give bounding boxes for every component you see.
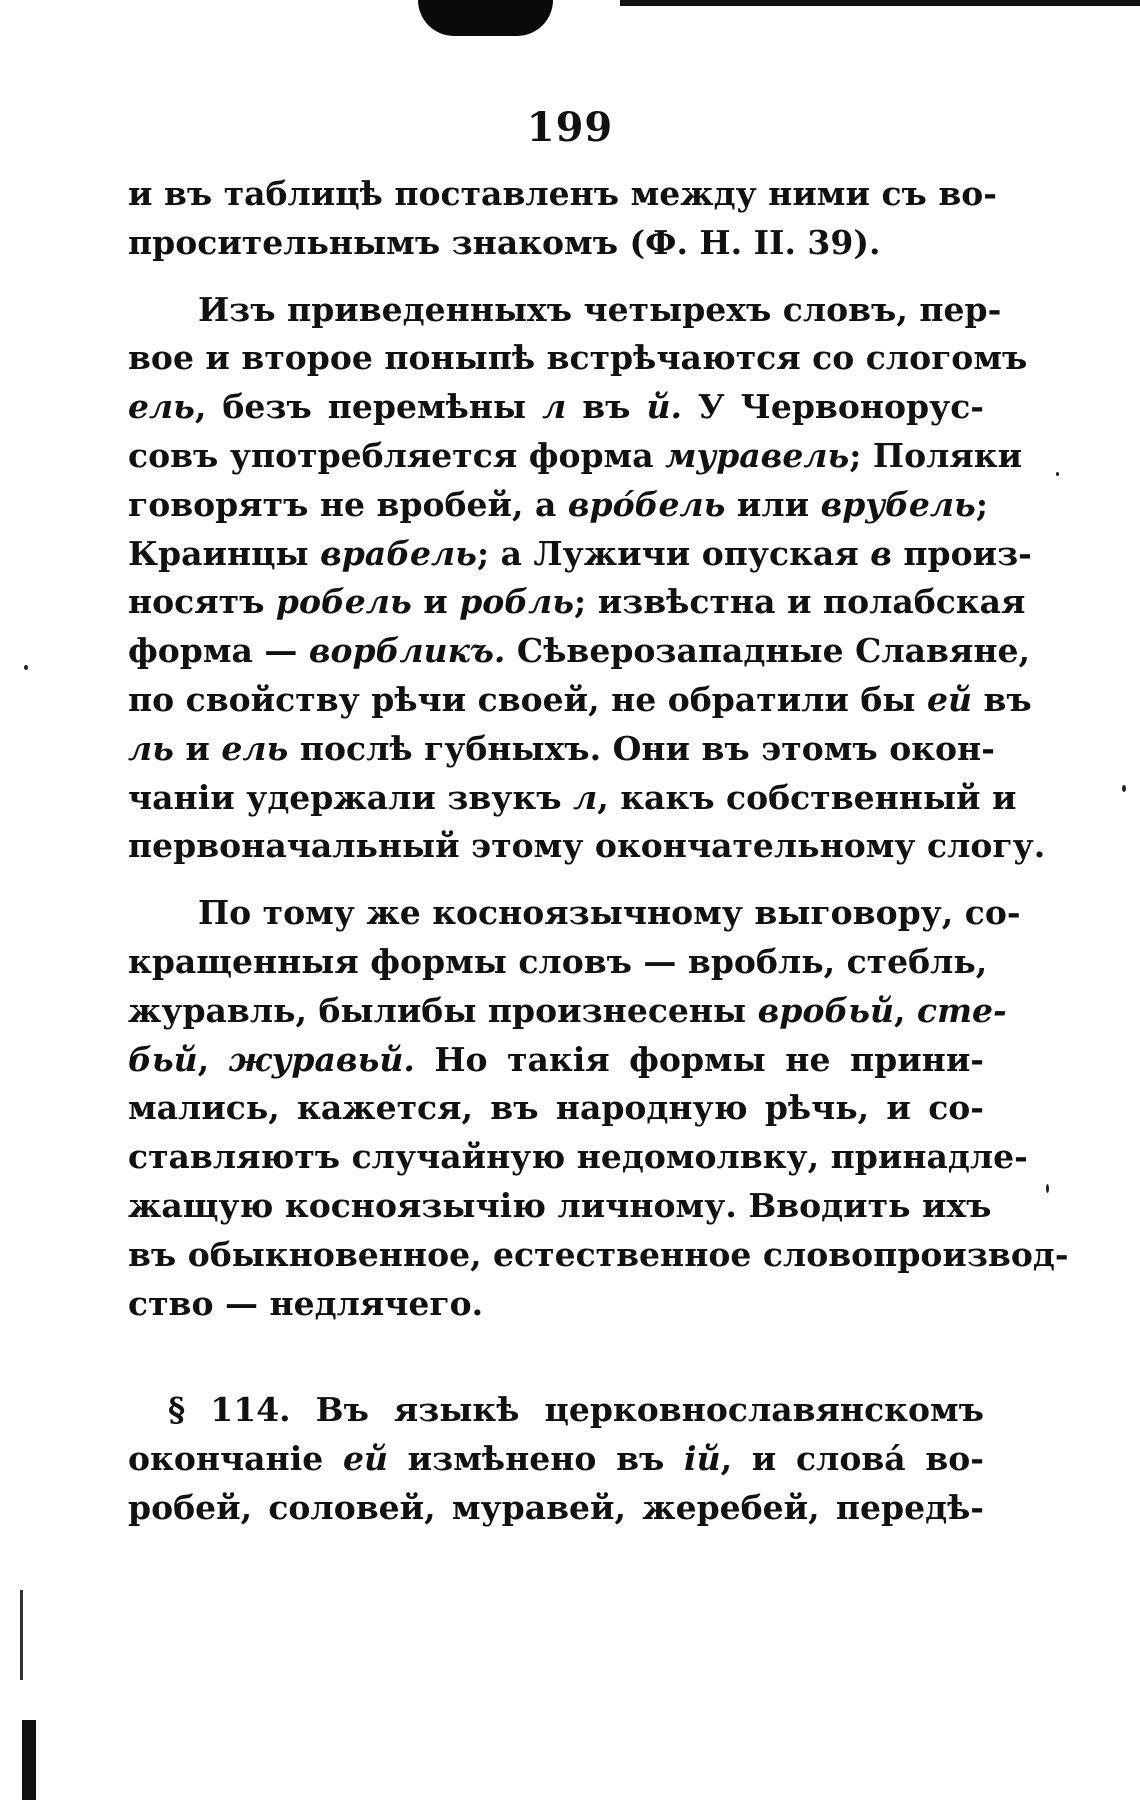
italic-word: сте-	[916, 990, 1007, 1030]
text-run: говорятъ не вробей, а	[128, 484, 568, 524]
italic-word: муравель	[665, 436, 850, 475]
scan-speck	[1046, 1184, 1049, 1193]
text-line	[128, 820, 1046, 872]
text-run: , какъ собственный и	[597, 777, 1017, 817]
text-run: чаніи удержали звукъ	[128, 777, 574, 817]
italic-word: бьй	[128, 1039, 198, 1079]
text-run: просительнымъ знакомъ (Ф. Н. II. 39).	[128, 222, 881, 262]
text-run: , безъ перемѣны	[194, 387, 543, 427]
text-line	[198, 284, 1002, 336]
text-run: § 114. Въ языкѣ церковнославянскомъ	[168, 1390, 984, 1430]
text-line	[128, 217, 984, 269]
italic-word: врубель	[820, 484, 976, 524]
binding-edge	[22, 1720, 36, 1800]
scan-speck	[24, 665, 28, 670]
text-line	[128, 479, 989, 531]
text-run: въ обыкновенное, естественное словопроизвод-	[128, 1234, 1069, 1274]
italic-word: вробьй	[757, 990, 894, 1030]
text-line	[128, 936, 988, 988]
top-black-tab	[418, 0, 553, 36]
italic-word: ей	[926, 680, 972, 719]
text-run: ,	[894, 990, 917, 1030]
text-run: Но такія формы не прини-	[414, 1039, 984, 1079]
text-line	[128, 1131, 1028, 1183]
italic-word: ель	[128, 387, 195, 427]
text-line	[128, 985, 1007, 1037]
text-line	[128, 381, 984, 433]
italic-word: в	[870, 533, 892, 573]
italic-word: вро́бель	[567, 484, 726, 524]
italic-word: ей	[342, 1439, 388, 1479]
text-run: совъ употребляется форма	[128, 436, 666, 475]
italic-word: врабель	[320, 533, 477, 573]
italic-word: л	[573, 777, 598, 817]
text-line	[128, 1229, 1069, 1281]
text-run: въ	[566, 387, 647, 427]
text-run: послѣ губныхъ. Они въ этомъ окон-	[288, 728, 995, 768]
text-run: первоначальный этому окончательному слогу.	[128, 826, 1046, 866]
italic-word: ворбликъ.	[308, 631, 506, 671]
text-run: по свойству рѣчи своей, не обратили бы	[128, 680, 927, 719]
text-run: ставляютъ случайную недомолвку, принадле-	[128, 1137, 1028, 1177]
text-run: кращенныя формы словъ — вробль, стебль,	[128, 942, 988, 981]
text-line	[128, 1433, 984, 1485]
text-line	[128, 1482, 984, 1534]
text-run: Сѣверозападные Славяне,	[505, 631, 1030, 671]
text-run: окончаніе	[128, 1439, 343, 1479]
text-line	[128, 674, 1032, 726]
text-line	[168, 1384, 984, 1436]
text-line	[128, 168, 997, 220]
text-run: , и слова́ во-	[720, 1439, 984, 1479]
text-run: произ-	[891, 533, 1032, 573]
text-run: робей, соловей, муравей, жеребей, передѣ-	[128, 1488, 984, 1527]
text-line	[128, 430, 1023, 482]
text-run: мались, кажется, въ народную рѣчь, и со-	[128, 1088, 984, 1128]
page-number: 199	[526, 104, 614, 151]
text-run: носятъ	[128, 582, 276, 622]
text-line	[128, 1082, 984, 1134]
scan-speck	[1056, 472, 1059, 476]
scan-speck	[1122, 785, 1126, 792]
text-run: У Червонорус-	[681, 387, 984, 427]
text-run: и въ таблицѣ поставленъ между ними съ во-	[128, 174, 997, 213]
italic-word: л	[542, 387, 567, 427]
text-line	[128, 723, 995, 775]
italic-word: й.	[646, 387, 682, 427]
text-run: ; а Лужичи опуская	[476, 533, 871, 573]
text-run: или	[725, 484, 821, 524]
italic-word: ій	[684, 1439, 721, 1479]
italic-word: ель	[221, 728, 289, 768]
text-run: и	[173, 728, 222, 768]
text-run: жащую косноязычію личному. Вводить ихъ	[128, 1186, 992, 1225]
text-line	[128, 576, 1026, 628]
italic-word: робель	[275, 582, 412, 622]
italic-word: журавьй.	[228, 1039, 415, 1079]
text-run: ;	[975, 484, 989, 524]
text-run: ; извѣстна и полабская	[574, 582, 1026, 622]
top-scan-edge	[620, 0, 1140, 6]
text-run: ; Поляки	[849, 436, 1023, 475]
text-run: журавль, былибы произнесены	[128, 990, 758, 1030]
text-line	[128, 1278, 984, 1330]
text-run: Изъ приведенныхъ четырехъ словъ, пер-	[198, 289, 1002, 329]
text-line	[128, 1180, 992, 1232]
text-line	[128, 772, 1017, 824]
text-run: ,	[197, 1039, 229, 1079]
text-line	[128, 332, 1028, 384]
text-run: По тому же косноязычному выговору, со-	[198, 893, 1021, 933]
text-run: Краинцы	[128, 533, 321, 573]
text-line	[198, 887, 1021, 939]
text-run: измѣнено въ	[387, 1439, 685, 1479]
margin-rule	[20, 1590, 23, 1680]
italic-word: робль	[459, 582, 575, 622]
text-line	[128, 625, 1030, 677]
text-run: форма —	[128, 631, 309, 671]
text-run: и	[411, 582, 460, 622]
text-run: ство — недлячего.	[128, 1283, 484, 1323]
text-line	[128, 528, 1032, 580]
text-line	[128, 1034, 984, 1086]
text-run: вое и второе поныпѣ встрѣчаются со слогомъ	[128, 338, 1028, 378]
italic-word: ль	[128, 728, 174, 768]
text-run: въ	[971, 680, 1032, 719]
